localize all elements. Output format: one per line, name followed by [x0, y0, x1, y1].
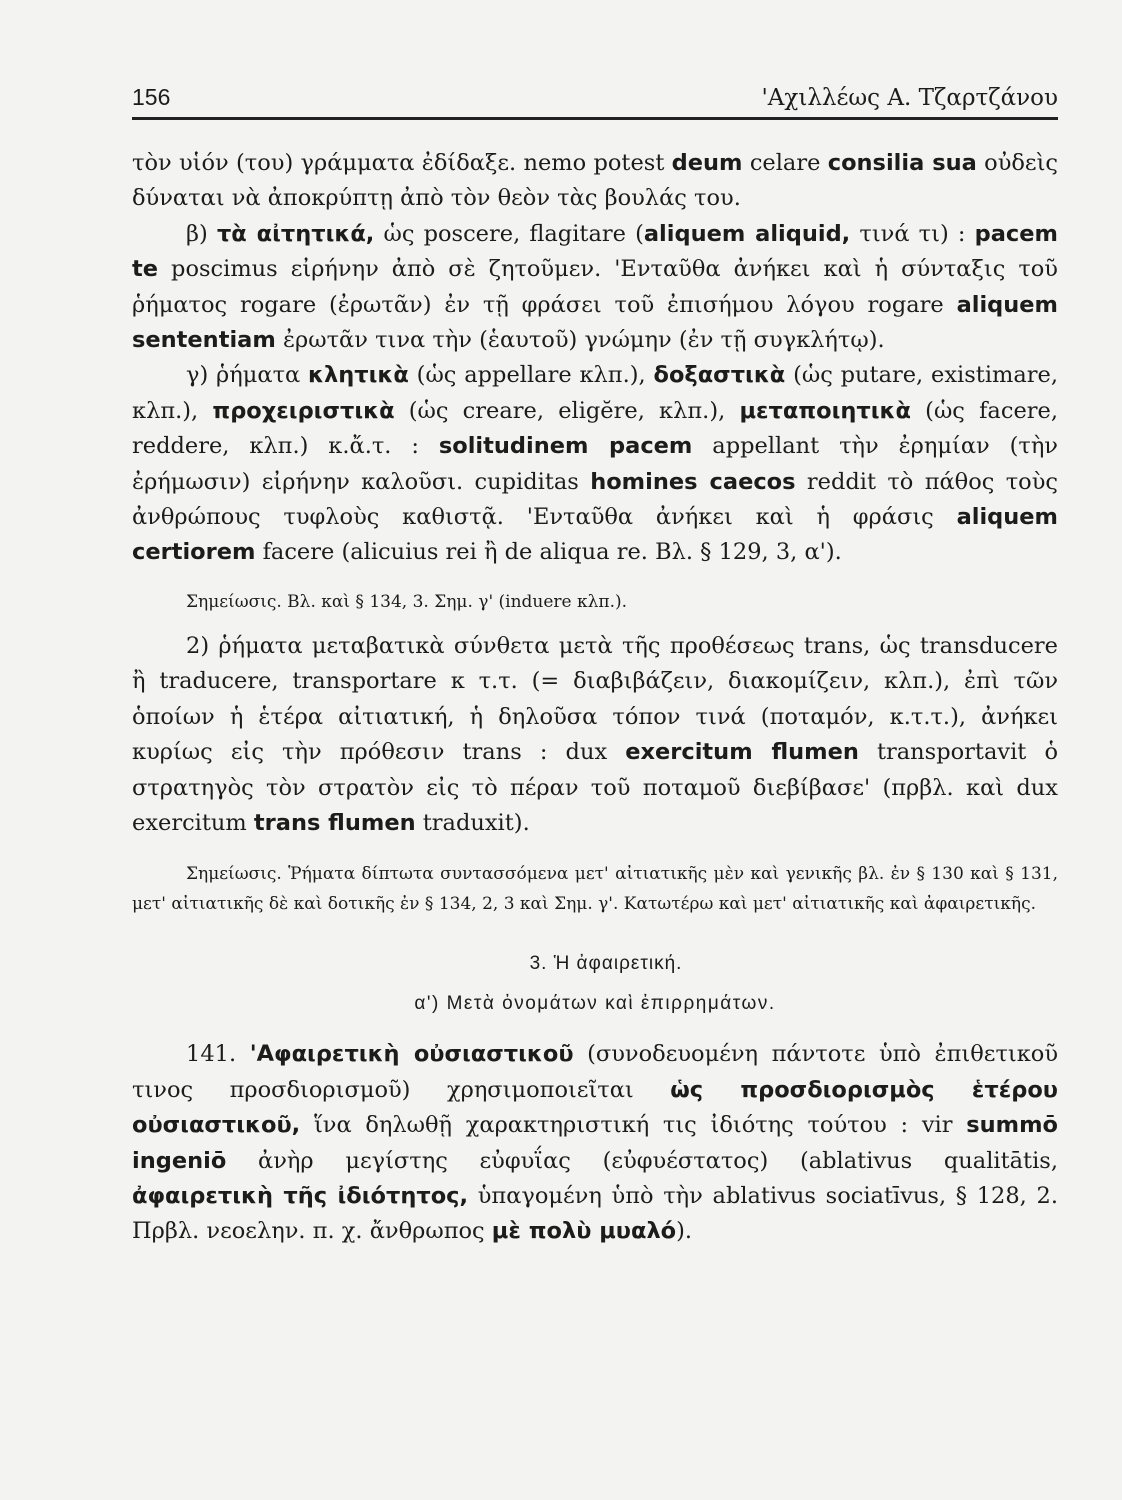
bold-term: summō ingeniō [132, 1112, 1058, 1174]
bold-term: ὡς προσδιορισμὸς ἑτέρου οὐσιαστικοῦ, [132, 1076, 1058, 1139]
note-2: Σημείωσις. Ῥήματα δίπτωτα συντασσόμενα μετ' αἰτιατικῆς μὲν καὶ γενικῆς βλ. ἐν § 130 καὶ § 131, μετ' αἰτιατικῆς δὲ καὶ δοτικῆς ἐν § 134, 2, 3 καὶ Σημ. γ'. Κατωτέρω καὶ μετ' αἰτιατικῆς καὶ ἀφαιρετικῆς. [132, 864, 1058, 915]
bold-term: pacem te [132, 220, 1058, 283]
bold-term: aliquem aliquid, [643, 220, 851, 247]
main-text [132, 146, 1058, 1250]
bold-term: solitudinem pacem [438, 433, 693, 460]
bold-term: consilia sua [827, 150, 977, 176]
text-run: ὑπαγομένη ὑπὸ τὴν ablativus sociatīvus, § 128, 2. Πρβλ. νεοελην. π. χ. ἄνθρωπος [132, 1182, 1058, 1245]
text-run: ὡς poscere, flagitare ( [374, 220, 644, 247]
bold-term: aliquem sententiam [132, 291, 1058, 354]
paragraph-1 [132, 146, 1058, 217]
text-run: 141. [186, 1041, 250, 1068]
bold-term: τὰ αἰτητικά, [216, 220, 375, 247]
bold-term: 'Αφαιρετικὴ οὐσιαστικοῦ [249, 1041, 574, 1068]
paragraph-141 [132, 1037, 1058, 1249]
text-run: (ὡς putare, existimare, κλπ.), [132, 362, 1058, 424]
page-number: 156 [132, 84, 171, 110]
bold-term: μὲ πολὺ μυαλό [491, 1218, 677, 1245]
text-run: ἀνὴρ μεγίστης εὐφυΐας (εὐφυέστατος) (ablativus qualitātis, [226, 1147, 1058, 1174]
bold-term: homines caecos [590, 468, 796, 495]
bold-term: προχειριστικὰ [212, 397, 395, 424]
running-header [132, 84, 1058, 120]
text-run: facere (alicuius rei ἢ de aliqua re. Βλ. § 129, 3, α'). [255, 539, 842, 566]
bold-term: κλητικὰ [308, 362, 409, 389]
section-heading: 3. Ἡ ἀφαιρετική. [529, 953, 683, 975]
author-running-title: 'Αχιλλέως Α. Τζαρτζάνου [761, 85, 1058, 111]
bold-term: aliquem certiorem [132, 504, 1058, 566]
paragraph-4 [132, 629, 1058, 841]
text-run: (ὡς creare, eligĕre, κλπ.), [394, 397, 740, 424]
text-run: ). [676, 1218, 693, 1245]
text-run: οὐδεὶς δύναται νὰ ἀποκρύπτῃ ἀπὸ τὸν θεὸν τὰς βουλάς του. [132, 150, 1058, 212]
book-page [132, 84, 1058, 1250]
bold-term: μεταποιητικὰ [739, 397, 911, 424]
text-run: (συνοδευομένη πάντοτε ὑπὸ ἐπιθετικοῦ τινος προσδιορισμοῦ) χρησιμοποιεῖται [132, 1041, 1058, 1103]
note-1: Σημείωσις. Βλ. καὶ § 134, 3. Σημ. γ' (induere κλπ.). [186, 591, 628, 612]
text-run: traduxit). [415, 809, 530, 836]
text-run: celare [742, 150, 828, 176]
text-run: poscimus εἰρήνην ἀπὸ σὲ ζητοῦμεν. 'Ενταῦθα ἀνήκει καὶ ἡ σύνταξις τοῦ ῥήματος rogare (ἐρωτᾶν) ἐν τῇ φράσει τοῦ ἐπισήμου λόγου rogare [132, 256, 1058, 318]
text-run: (ὡς appellare κλπ.), [408, 362, 654, 389]
bold-term: exercitum flumen [625, 739, 859, 766]
text-run: γ) ῥήματα [186, 362, 309, 389]
text-run: τινά τι) : [850, 220, 975, 247]
text-run: ἵνα δηλωθῇ χαρακτηριστική τις ἰδιότης τούτου : vir [300, 1112, 967, 1139]
text-run: appellant τὴν ἐρημίαν (τὴν ἐρήμωσιν) εἰρήνην καλοῦσι. cupiditas [132, 433, 1058, 495]
subsection-heading: α') Μετὰ ὀνομάτων καὶ ἐπιρρημάτων. [414, 993, 776, 1015]
paragraph-3 [132, 358, 1058, 570]
text-run: 2) ῥήματα μεταβατικὰ σύνθετα μετὰ τῆς προθέσεως trans, ὡς transducere ἢ traducere, transportare κ τ.τ. (= διαβιβάζειν, διακομίζειν, κλπ.), ἐπὶ τῶν ὁποίων ἡ ἑτέρα αἰτιατική, ἡ δηλοῦσα τόπον τινά (ποταμόν, κ.τ.τ.), ἀνήκει κυρίως εἰς τὴν πρόθεσιν trans : dux [132, 632, 1058, 766]
text-run: β) [186, 220, 217, 247]
text-run: reddit τὸ πάθος τοὺς ἀνθρώπους τυφλοὺς καθιστᾷ. 'Ενταῦθα ἀνήκει καὶ ἡ φράσις [132, 468, 1058, 531]
paragraph-2 [132, 217, 1058, 359]
bold-term: δοξαστικὰ [653, 362, 786, 389]
bold-term: ἀφαιρετικὴ τῆς ἰδιότητος, [132, 1182, 469, 1209]
text-run: ἐρωτᾶν τινα τὴν (ἑαυτοῦ) γνώμην (ἐν τῇ συγκλήτῳ). [275, 327, 885, 354]
text-run: transportavit ὁ στρατηγὸς τὸν στρατὸν εἰς τὸ πέραν τοῦ ποταμοῦ διεβίβασε' (πρβλ. καὶ dux exercitum [132, 739, 1058, 836]
bold-term: deum [671, 150, 743, 176]
text-run: (ὡς facere, reddere, κλπ.) κ.ἄ.τ. : [132, 397, 1058, 460]
text-run: τὸν υἱόν (του) γράμματα ἐδίδαξε. nemo potest [132, 150, 672, 176]
bold-term: trans flumen [253, 809, 416, 836]
